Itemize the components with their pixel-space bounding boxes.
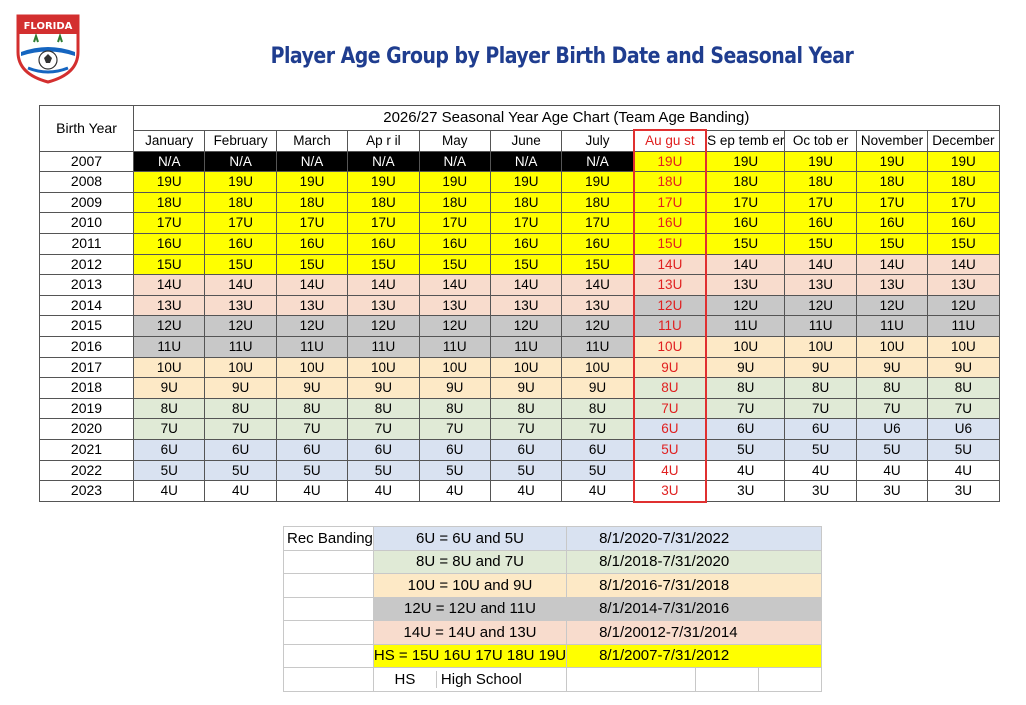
- age-group-cell: 15U: [205, 254, 276, 275]
- hs-abbr: HS: [374, 671, 437, 688]
- age-group-cell: 7U: [419, 419, 490, 440]
- age-group-cell: 17U: [634, 192, 706, 213]
- age-group-cell: 7U: [706, 398, 785, 419]
- age-group-cell: 6U: [205, 439, 276, 460]
- age-group-cell: 6U: [785, 419, 856, 440]
- age-group-cell: 3U: [928, 481, 999, 502]
- age-group-cell: 7U: [348, 419, 419, 440]
- age-group-cell: 16U: [856, 213, 927, 234]
- age-group-cell: 15U: [276, 254, 347, 275]
- age-group-cell: 7U: [856, 398, 927, 419]
- age-group-cell: 13U: [205, 295, 276, 316]
- age-group-cell: 4U: [785, 460, 856, 481]
- age-group-cell: 10U: [276, 357, 347, 378]
- age-group-cell: 18U: [419, 192, 490, 213]
- age-group-cell: 19U: [205, 172, 276, 193]
- empty-cell: [284, 597, 374, 621]
- age-chart-body: [40, 151, 1000, 502]
- age-group-cell: 16U: [562, 233, 634, 254]
- age-group-cell: N/A: [562, 151, 634, 172]
- age-group-cell: 13U: [490, 295, 561, 316]
- rec-band-dates: 8/1/2007-7/31/2012: [567, 644, 822, 668]
- table-row: [40, 192, 1000, 213]
- table-row: [40, 439, 1000, 460]
- rec-band-row: [284, 621, 822, 645]
- age-group-cell: 9U: [706, 357, 785, 378]
- age-group-cell: 9U: [928, 357, 999, 378]
- age-group-cell: 12U: [928, 295, 999, 316]
- age-group-cell: 18U: [490, 192, 561, 213]
- age-group-cell: 15U: [785, 233, 856, 254]
- age-group-cell: 5U: [348, 460, 419, 481]
- age-group-cell: 5U: [490, 460, 561, 481]
- table-row: [40, 481, 1000, 502]
- age-group-cell: 17U: [785, 192, 856, 213]
- age-group-cell: 4U: [856, 460, 927, 481]
- age-group-cell: N/A: [490, 151, 561, 172]
- age-group-cell: 11U: [348, 336, 419, 357]
- age-group-cell: 11U: [706, 316, 785, 337]
- month-header: May: [419, 130, 490, 151]
- age-group-cell: 6U: [490, 439, 561, 460]
- month-header: June: [490, 130, 561, 151]
- month-header: Ap r il: [348, 130, 419, 151]
- empty-cell: [759, 668, 822, 692]
- age-group-cell: 19U: [634, 151, 706, 172]
- age-group-cell: 8U: [928, 378, 999, 399]
- rec-band-row: [284, 550, 822, 574]
- age-group-cell: 14U: [928, 254, 999, 275]
- table-row: [40, 316, 1000, 337]
- age-group-cell: 8U: [419, 398, 490, 419]
- age-group-cell: 15U: [856, 233, 927, 254]
- age-group-cell: N/A: [205, 151, 276, 172]
- table-row: [40, 357, 1000, 378]
- birth-year-cell: 2009: [40, 192, 134, 213]
- age-group-cell: 14U: [419, 275, 490, 296]
- age-group-cell: 17U: [348, 213, 419, 234]
- age-group-cell: 18U: [276, 192, 347, 213]
- age-group-cell: 8U: [276, 398, 347, 419]
- age-group-cell: 13U: [706, 275, 785, 296]
- age-group-cell: 12U: [134, 316, 205, 337]
- rec-band-definition: 8U = 8U and 7U: [373, 550, 566, 574]
- age-group-cell: 17U: [134, 213, 205, 234]
- age-group-cell: 5U: [928, 439, 999, 460]
- age-group-cell: 16U: [205, 233, 276, 254]
- age-group-cell: 17U: [706, 192, 785, 213]
- age-group-cell: 4U: [205, 481, 276, 502]
- age-group-cell: 8U: [348, 398, 419, 419]
- age-group-cell: 8U: [134, 398, 205, 419]
- age-group-cell: 19U: [856, 151, 927, 172]
- month-header: July: [562, 130, 634, 151]
- age-group-cell: 16U: [928, 213, 999, 234]
- rec-band-dates: 8/1/2020-7/31/2022: [567, 527, 822, 551]
- age-group-cell: 9U: [419, 378, 490, 399]
- age-group-cell: 7U: [490, 419, 561, 440]
- age-group-cell: 4U: [490, 481, 561, 502]
- age-group-cell: 3U: [785, 481, 856, 502]
- month-header: Au gu st: [634, 130, 706, 151]
- age-group-cell: 14U: [276, 275, 347, 296]
- age-group-cell: 10U: [562, 357, 634, 378]
- birth-year-cell: 2011: [40, 233, 134, 254]
- age-group-cell: 10U: [205, 357, 276, 378]
- age-group-cell: 14U: [205, 275, 276, 296]
- age-group-cell: 7U: [785, 398, 856, 419]
- rec-band-row: [284, 574, 822, 598]
- age-group-cell: 5U: [419, 460, 490, 481]
- birth-year-cell: 2018: [40, 378, 134, 399]
- age-group-cell: 18U: [205, 192, 276, 213]
- month-header: November: [856, 130, 927, 151]
- birth-year-cell: 2014: [40, 295, 134, 316]
- birth-year-cell: 2008: [40, 172, 134, 193]
- age-group-cell: 11U: [490, 336, 561, 357]
- age-group-cell: 19U: [419, 172, 490, 193]
- month-header: December: [928, 130, 999, 151]
- age-group-cell: U6: [928, 419, 999, 440]
- rec-band-dates: 8/1/2018-7/31/2020: [567, 550, 822, 574]
- rec-band-definition: 12U = 12U and 11U: [373, 597, 566, 621]
- age-group-cell: 10U: [928, 336, 999, 357]
- age-group-cell: 14U: [348, 275, 419, 296]
- age-group-cell: 19U: [134, 172, 205, 193]
- age-group-cell: 11U: [785, 316, 856, 337]
- month-header: March: [276, 130, 347, 151]
- month-header: January: [134, 130, 205, 151]
- birth-year-cell: 2015: [40, 316, 134, 337]
- age-group-cell: 7U: [634, 398, 706, 419]
- birth-year-cell: 2017: [40, 357, 134, 378]
- hs-meaning: High School: [440, 670, 522, 688]
- birth-year-cell: 2020: [40, 419, 134, 440]
- page-title: Player Age Group by Player Birth Date and Seasonal Year: [270, 44, 854, 69]
- age-group-cell: 8U: [785, 378, 856, 399]
- age-group-cell: 11U: [856, 316, 927, 337]
- birth-year-cell: 2010: [40, 213, 134, 234]
- birth-year-cell: 2012: [40, 254, 134, 275]
- age-group-cell: 14U: [134, 275, 205, 296]
- rec-band-dates: 8/1/2016-7/31/2018: [567, 574, 822, 598]
- month-header: Oc tob er: [785, 130, 856, 151]
- age-group-cell: 16U: [134, 233, 205, 254]
- age-group-cell: 5U: [634, 439, 706, 460]
- age-group-cell: 12U: [348, 316, 419, 337]
- age-group-cell: 16U: [490, 233, 561, 254]
- rec-band-dates: 8/1/2014-7/31/2016: [567, 597, 822, 621]
- table-row: [40, 151, 1000, 172]
- age-group-cell: 13U: [785, 275, 856, 296]
- age-group-cell: 15U: [634, 233, 706, 254]
- age-group-cell: 18U: [928, 172, 999, 193]
- age-group-cell: 16U: [348, 233, 419, 254]
- age-group-cell: 12U: [562, 316, 634, 337]
- table-row: [40, 233, 1000, 254]
- rec-band-row: [284, 644, 822, 668]
- age-group-cell: 9U: [634, 357, 706, 378]
- age-group-cell: 17U: [205, 213, 276, 234]
- age-group-cell: 15U: [134, 254, 205, 275]
- age-group-cell: 5U: [134, 460, 205, 481]
- age-group-cell: 17U: [419, 213, 490, 234]
- age-group-cell: 4U: [706, 460, 785, 481]
- age-group-cell: 9U: [785, 357, 856, 378]
- table-row: [40, 295, 1000, 316]
- age-group-cell: 4U: [928, 460, 999, 481]
- age-group-cell: 18U: [785, 172, 856, 193]
- age-group-cell: 6U: [348, 439, 419, 460]
- age-group-cell: 7U: [134, 419, 205, 440]
- age-group-cell: 18U: [562, 192, 634, 213]
- age-group-cell: 9U: [348, 378, 419, 399]
- age-group-cell: 12U: [205, 316, 276, 337]
- age-group-cell: 13U: [134, 295, 205, 316]
- age-group-cell: 13U: [419, 295, 490, 316]
- month-header-row: [40, 130, 1000, 151]
- florida-soccer-logo: [14, 12, 82, 84]
- age-group-cell: 7U: [205, 419, 276, 440]
- age-group-cell: 8U: [490, 398, 561, 419]
- age-group-cell: N/A: [276, 151, 347, 172]
- age-group-cell: 14U: [785, 254, 856, 275]
- age-group-cell: 11U: [634, 316, 706, 337]
- age-group-cell: 12U: [785, 295, 856, 316]
- age-group-cell: 13U: [348, 295, 419, 316]
- empty-cell: [284, 550, 374, 574]
- age-group-cell: 7U: [928, 398, 999, 419]
- birth-year-cell: 2016: [40, 336, 134, 357]
- season-banner: 2026/27 Seasonal Year Age Chart (Team Age Banding): [134, 106, 1000, 131]
- age-group-cell: 19U: [562, 172, 634, 193]
- age-group-cell: 11U: [276, 336, 347, 357]
- empty-cell: [284, 574, 374, 598]
- empty-cell: [696, 668, 759, 692]
- empty-cell: [284, 644, 374, 668]
- age-group-cell: 15U: [419, 254, 490, 275]
- age-group-cell: 5U: [856, 439, 927, 460]
- age-group-cell: 5U: [562, 460, 634, 481]
- age-group-cell: 13U: [634, 275, 706, 296]
- age-group-cell: 9U: [490, 378, 561, 399]
- age-group-cell: 3U: [706, 481, 785, 502]
- age-group-cell: 11U: [928, 316, 999, 337]
- age-group-cell: 18U: [706, 172, 785, 193]
- table-row: [40, 419, 1000, 440]
- age-chart-table: [39, 105, 1000, 503]
- age-group-cell: 5U: [706, 439, 785, 460]
- month-header: February: [205, 130, 276, 151]
- age-group-cell: 18U: [134, 192, 205, 213]
- age-group-cell: 12U: [419, 316, 490, 337]
- age-group-cell: 5U: [205, 460, 276, 481]
- age-group-cell: 19U: [348, 172, 419, 193]
- age-group-cell: 13U: [562, 295, 634, 316]
- age-group-cell: 18U: [634, 172, 706, 193]
- age-group-cell: 4U: [419, 481, 490, 502]
- age-group-cell: 4U: [134, 481, 205, 502]
- age-group-cell: 10U: [706, 336, 785, 357]
- age-group-cell: 13U: [928, 275, 999, 296]
- table-row: [40, 172, 1000, 193]
- age-group-cell: 18U: [348, 192, 419, 213]
- birth-year-cell: 2023: [40, 481, 134, 502]
- age-group-cell: 17U: [490, 213, 561, 234]
- age-group-cell: 8U: [205, 398, 276, 419]
- age-group-cell: 15U: [706, 233, 785, 254]
- table-row: [40, 254, 1000, 275]
- age-group-cell: 6U: [562, 439, 634, 460]
- age-group-cell: 6U: [634, 419, 706, 440]
- age-group-cell: 9U: [276, 378, 347, 399]
- age-group-cell: 4U: [276, 481, 347, 502]
- age-group-cell: 7U: [562, 419, 634, 440]
- age-group-cell: 3U: [856, 481, 927, 502]
- age-group-cell: 7U: [276, 419, 347, 440]
- age-group-cell: 17U: [276, 213, 347, 234]
- age-group-cell: 10U: [785, 336, 856, 357]
- age-group-cell: 10U: [634, 336, 706, 357]
- age-group-cell: 11U: [134, 336, 205, 357]
- rec-band-row: [284, 597, 822, 621]
- rec-band-definition: 14U = 14U and 13U: [373, 621, 566, 645]
- age-group-cell: 9U: [562, 378, 634, 399]
- age-group-cell: 10U: [856, 336, 927, 357]
- age-group-cell: 10U: [419, 357, 490, 378]
- age-group-cell: 18U: [856, 172, 927, 193]
- age-group-cell: N/A: [348, 151, 419, 172]
- table-row: [40, 460, 1000, 481]
- age-group-cell: 8U: [634, 378, 706, 399]
- age-group-cell: 6U: [134, 439, 205, 460]
- age-group-cell: 12U: [856, 295, 927, 316]
- age-group-cell: 13U: [856, 275, 927, 296]
- age-group-cell: 16U: [634, 213, 706, 234]
- age-group-cell: 17U: [856, 192, 927, 213]
- table-row: [40, 213, 1000, 234]
- age-group-cell: 4U: [562, 481, 634, 502]
- age-group-cell: 9U: [856, 357, 927, 378]
- table-row: [40, 336, 1000, 357]
- age-group-cell: 5U: [785, 439, 856, 460]
- age-group-cell: 15U: [490, 254, 561, 275]
- age-group-cell: 14U: [490, 275, 561, 296]
- birth-year-cell: 2007: [40, 151, 134, 172]
- rec-banding-table: [283, 526, 822, 692]
- age-group-cell: 14U: [634, 254, 706, 275]
- age-group-cell: 8U: [856, 378, 927, 399]
- age-group-cell: 3U: [634, 481, 706, 502]
- age-group-cell: 6U: [706, 419, 785, 440]
- age-group-cell: 14U: [706, 254, 785, 275]
- age-group-cell: 11U: [205, 336, 276, 357]
- rec-footer-row: [284, 668, 822, 692]
- empty-cell: [284, 668, 374, 692]
- age-group-cell: 14U: [562, 275, 634, 296]
- table-row: [40, 275, 1000, 296]
- birth-year-cell: 2021: [40, 439, 134, 460]
- birth-year-cell: 2019: [40, 398, 134, 419]
- age-group-cell: 12U: [490, 316, 561, 337]
- rec-band-definition: HS = 15U 16U 17U 18U 19U: [373, 644, 566, 668]
- age-group-cell: 11U: [419, 336, 490, 357]
- age-group-cell: 19U: [276, 172, 347, 193]
- age-group-cell: 17U: [562, 213, 634, 234]
- age-group-cell: 16U: [419, 233, 490, 254]
- age-group-cell: 15U: [348, 254, 419, 275]
- table-row: [40, 398, 1000, 419]
- age-group-cell: 12U: [706, 295, 785, 316]
- age-group-cell: 14U: [856, 254, 927, 275]
- age-group-cell: N/A: [134, 151, 205, 172]
- age-group-cell: 11U: [562, 336, 634, 357]
- rec-band-definition: 6U = 6U and 5U: [373, 527, 566, 551]
- logo-text: FLORIDA: [23, 21, 73, 32]
- age-group-cell: 12U: [276, 316, 347, 337]
- rec-band-dates: 8/1/20012-7/31/2014: [567, 621, 822, 645]
- birth-year-cell: 2013: [40, 275, 134, 296]
- hs-legend-cell: [373, 668, 566, 692]
- age-group-cell: 9U: [205, 378, 276, 399]
- age-group-cell: U6: [856, 419, 927, 440]
- rec-band-row: [284, 527, 822, 551]
- birth-year-cell: 2022: [40, 460, 134, 481]
- age-group-cell: 10U: [490, 357, 561, 378]
- age-group-cell: 12U: [634, 295, 706, 316]
- rec-banding-label: Rec Banding: [284, 527, 374, 551]
- age-group-cell: 6U: [276, 439, 347, 460]
- age-group-cell: 8U: [706, 378, 785, 399]
- age-group-cell: 19U: [706, 151, 785, 172]
- age-group-cell: 19U: [490, 172, 561, 193]
- age-group-cell: 19U: [785, 151, 856, 172]
- age-group-cell: 8U: [562, 398, 634, 419]
- crest-icon: [14, 12, 82, 84]
- age-group-cell: 5U: [276, 460, 347, 481]
- birth-year-header: Birth Year: [40, 106, 134, 152]
- age-group-cell: 6U: [419, 439, 490, 460]
- age-group-cell: 17U: [928, 192, 999, 213]
- age-group-cell: 9U: [134, 378, 205, 399]
- age-group-cell: 10U: [348, 357, 419, 378]
- age-group-cell: 16U: [276, 233, 347, 254]
- rec-banding-body: [284, 527, 822, 692]
- age-group-cell: 16U: [785, 213, 856, 234]
- age-group-cell: 16U: [706, 213, 785, 234]
- empty-cell: [567, 668, 696, 692]
- age-group-cell: N/A: [419, 151, 490, 172]
- empty-cell: [284, 621, 374, 645]
- age-group-cell: 15U: [562, 254, 634, 275]
- age-group-cell: 4U: [634, 460, 706, 481]
- age-group-cell: 13U: [276, 295, 347, 316]
- rec-band-definition: 10U = 10U and 9U: [373, 574, 566, 598]
- age-group-cell: 15U: [928, 233, 999, 254]
- age-group-cell: 4U: [348, 481, 419, 502]
- age-group-cell: 10U: [134, 357, 205, 378]
- month-header: S ep temb er: [706, 130, 785, 151]
- age-group-cell: 19U: [928, 151, 999, 172]
- table-row: [40, 378, 1000, 399]
